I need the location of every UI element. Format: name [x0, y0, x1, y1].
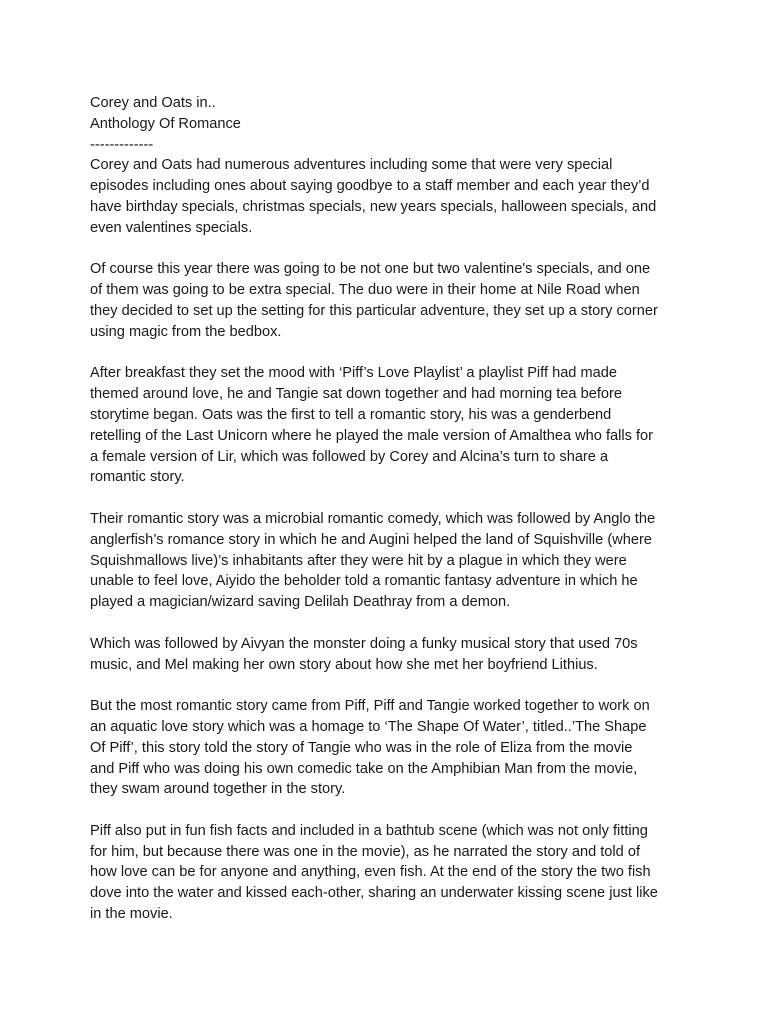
paragraph-3 [90, 363, 690, 488]
paragraph-7 [90, 821, 690, 925]
document-header [90, 93, 690, 155]
paragraph-line: played a magician/wizard saving Delilah Deathray from a demon. [90, 594, 511, 611]
paragraph-line: romantic story. [90, 469, 185, 486]
paragraph-line: even valentines specials. [90, 219, 253, 236]
paragraph-line: dove into the water and kissed each-other, sharing an underwater kissing scene just like [90, 885, 658, 902]
paragraph-4 [90, 509, 690, 613]
paragraph-2 [90, 259, 690, 342]
paragraph-line: Piff also put in fun fish facts and included in a bathtub scene (which was not only fitting [90, 822, 648, 839]
paragraph-line: After breakfast they set the mood with ‘Piff’s Love Playlist’ a playlist Piff had made [90, 365, 617, 382]
paragraph-line: Their romantic story was a microbial romantic comedy, which was followed by Anglo the [90, 510, 656, 527]
paragraph-line: Squishmallows live)’s inhabitants after they were hit by a plague in which they were [90, 552, 627, 569]
paragraph-line: But the most romantic story came from Piff, Piff and Tangie worked together to work on [90, 698, 650, 715]
paragraph-line: and Piff who was doing his own comedic take on the Amphibian Man from the movie, [90, 760, 638, 777]
paragraph-line: how love can be for anyone and anything, even fish. At the end of the story the two fish [90, 864, 651, 881]
paragraph-line: of them was going to be extra special. The duo were in their home at Nile Road when [90, 282, 640, 299]
paragraph-line: a female version of Lir, which was followed by Corey and Alcina’s turn to share a [90, 448, 609, 465]
paragraph-6 [90, 696, 690, 800]
paragraph-line: have birthday specials, christmas specials, new years specials, halloween specials, and [90, 198, 657, 215]
title-line-2: Anthology Of Romance [90, 115, 241, 132]
paragraph-line: Of Piff’, this story told the story of Tangie who was in the role of Eliza from the movie [90, 739, 633, 756]
title-separator: ------------- [90, 136, 154, 153]
paragraph-line: anglerfish’s romance story in which he and Augini helped the land of Squishville (where [90, 531, 652, 548]
paragraph-line: storytime began. Oats was the first to tell a romantic story, his was a genderbend [90, 406, 612, 423]
title-line-1: Corey and Oats in.. [90, 95, 216, 111]
paragraph-line: music, and Mel making her own story about how she met her boyfriend Lithius. [90, 656, 598, 673]
document-page [90, 93, 690, 925]
paragraph-line: Corey and Oats had numerous adventures including some that were very special [90, 157, 613, 174]
paragraph-line: using magic from the bedbox. [90, 323, 282, 340]
paragraph-line: Which was followed by Aivyan the monster doing a funky musical story that used 70s [90, 635, 638, 652]
paragraph-line: retelling of the Last Unicorn where he played the male version of Amalthea who falls for [90, 427, 653, 444]
paragraph-line: they swam around together in the story. [90, 781, 346, 798]
paragraph-line: an aquatic love story which was a homage to ‘The Shape Of Water’, titled..’The Shape [90, 718, 647, 735]
paragraph-line: themed around love, he and Tangie sat down together and had morning tea before [90, 386, 622, 403]
paragraph-5 [90, 634, 690, 676]
paragraph-line: episodes including ones about saying goodbye to a staff member and each year they’d [90, 178, 650, 195]
paragraph-line: for him, but because there was one in the movie), as he narrated the story and told of [90, 843, 641, 860]
paragraph-line: they decided to set up the setting for this particular adventure, they set up a story corner [90, 302, 658, 319]
paragraph-line: Of course this year there was going to be not one but two valentine's specials, and one [90, 261, 651, 278]
paragraph-line: unable to feel love, Aiyido the beholder told a romantic fantasy adventure in which he [90, 573, 638, 590]
paragraph-1 [90, 155, 690, 238]
paragraph-line: in the movie. [90, 906, 173, 923]
